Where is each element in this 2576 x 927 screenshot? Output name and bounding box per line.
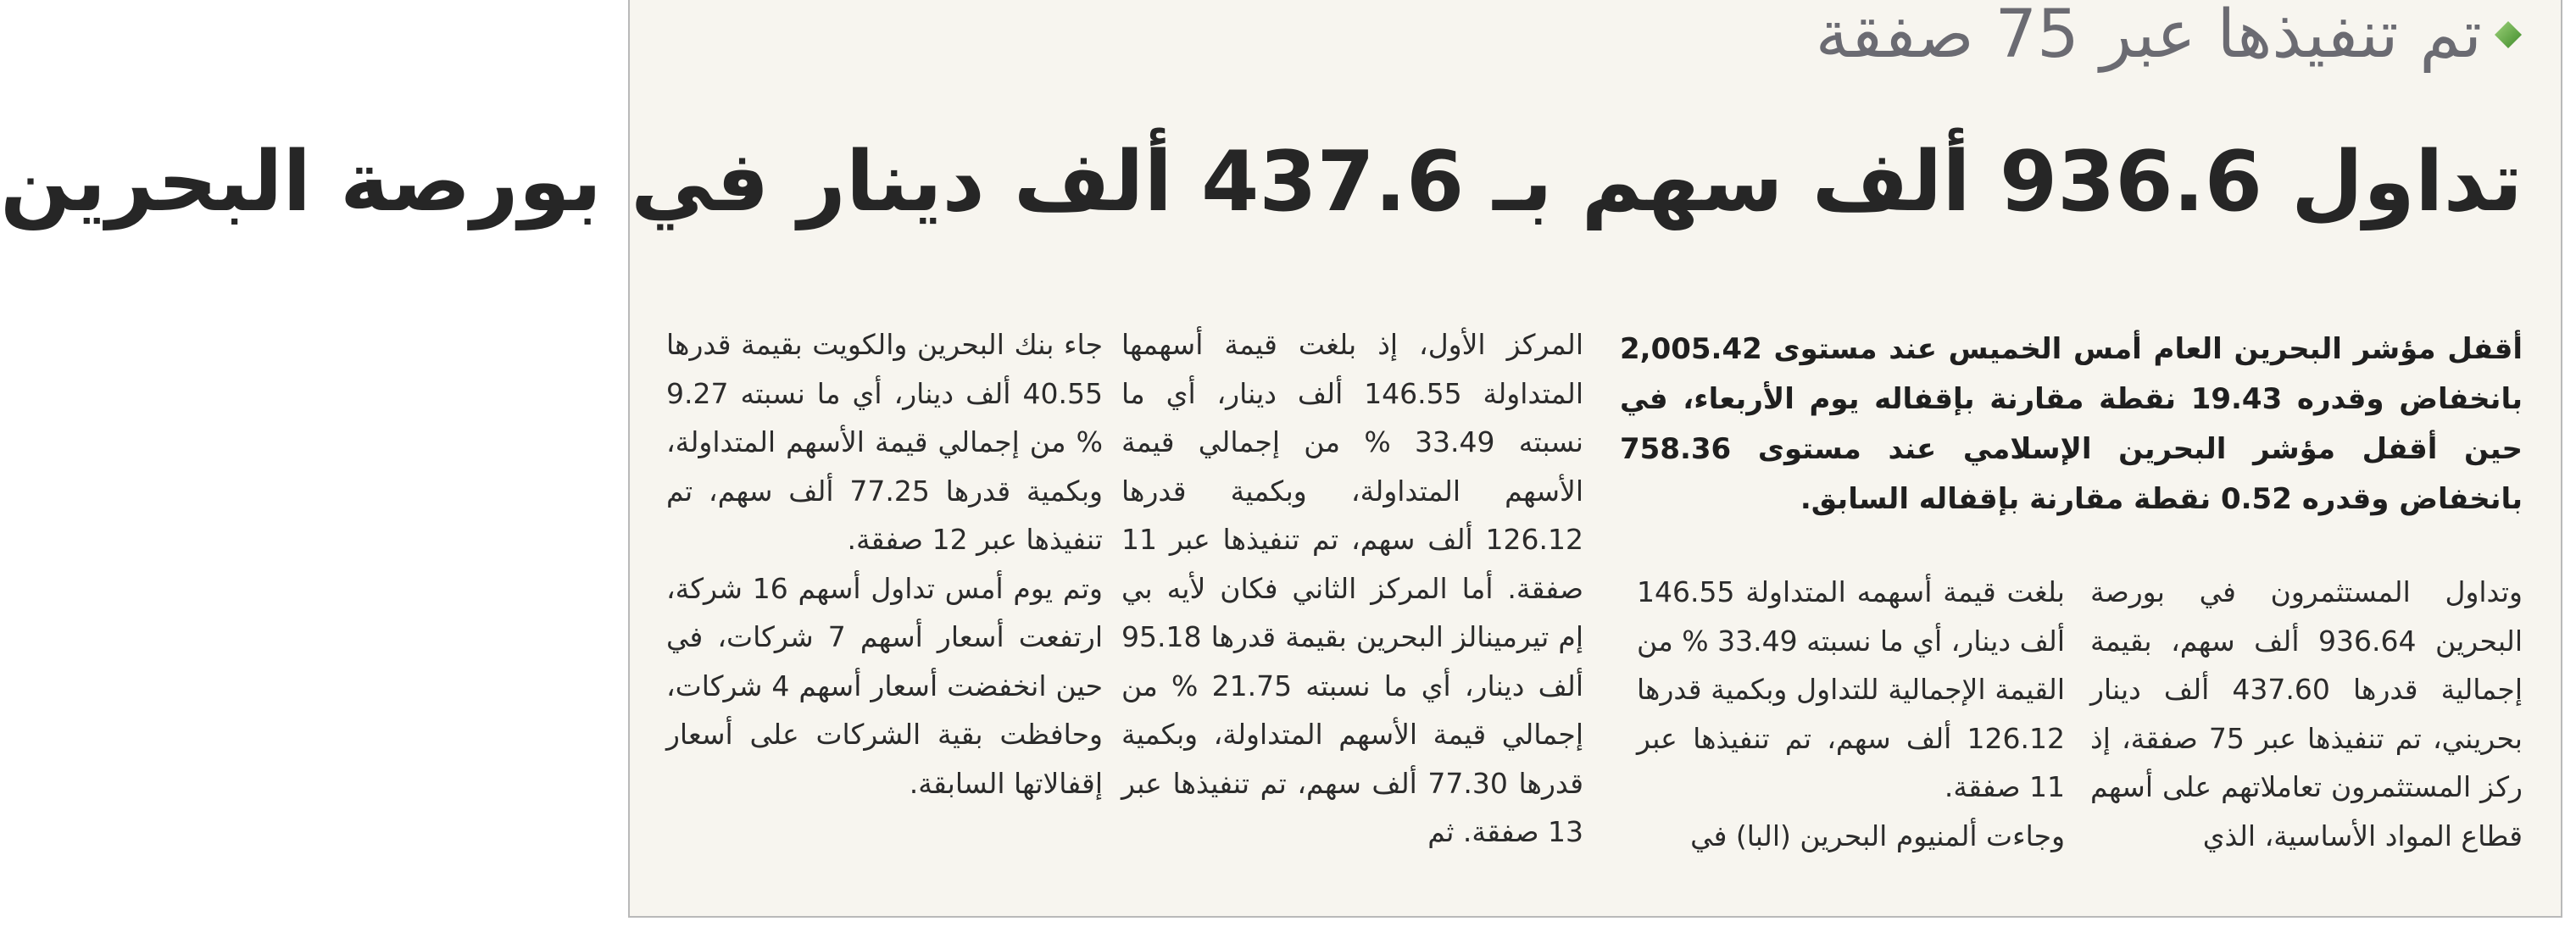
headline: تداول 936.6 ألف سهم بـ 437.6 ألف دينار في بورصة البحرين [0, 134, 2523, 230]
body-column-4 [666, 320, 1103, 808]
body-column-3 [1121, 320, 1583, 857]
body-paragraph: المركز الأول، إذ بلغت قيمة أسهمها المتداولة 146.55 ألف دينار، أي ما نسبته 33.49 % من إجمالي قيمة الأسهم المتداولة، وبكمية قدرها 126.12 ألف سهم، تم تنفيذها عبر 11 صفقة. أما المركز الثاني فكان لأيه بي إم تيرمينالز البحرين بقيمة قدرها 95.18 ألف دينار، أي ما نسبته 21.75 % من إجمالي قيمة الأسهم المتداولة، وبكمية قدرها 77.30 ألف سهم، تم تنفيذها عبر 13 صفقة. ثم [1121, 328, 1583, 848]
body-paragraph: وجاءت ألمنيوم البحرين (البا) في [1690, 819, 2065, 852]
lead-paragraph: أقفل مؤشر البحرين العام أمس الخميس عند مستوى 2,005.42 بانخفاض وقدره 19.43 نقطة مقارنة بإقفاله يوم الأربعاء، في حين أقفل مؤشر البحرين الإسلامي عند مستوى 758.36 بانخفاض وقدره 0.52 نقطة مقارنة بإقفاله السابق. [1620, 332, 2523, 516]
body-paragraph: جاء بنك البحرين والكويت بقيمة قدرها 40.55 ألف دينار، أي ما نسبته 9.27 % من إجمالي قيمة الأسهم المتداولة، وبكمية قدرها 77.25 ألف سهم، تم تنفيذها عبر 12 صفقة. [666, 328, 1103, 556]
green-diamond-bullet-icon [2494, 20, 2523, 49]
body-paragraph: وتداول المستثمرون في بورصة البحرين 936.64 ألف سهم، بقيمة إجمالية قدرها 437.60 ألف دينار بحريني، تم تنفيذها عبر 75 صفقة، إذ ركز المستثمرون تعاملاتهم على أسهم قطاع المواد الأساسية، الذي [2090, 575, 2523, 852]
body-paragraph: وتم يوم أمس تداول أسهم 16 شركة، ارتفعت أسعار أسهم 7 شركات، في حين انخفضت أسعار أسهم 4 شركات، وحافظت بقية الشركات على أسعار إقفالاتها السابقة. [666, 571, 1103, 800]
body-paragraph: بلغت قيمة أسهمه المتداولة 146.55 ألف دينار، أي ما نسبته 33.49 % من القيمة الإجمالية للتداول وبكمية قدرها 126.12 ألف سهم، تم تنفيذها عبر 11 صفقة. [1637, 575, 2065, 803]
body-column-2 [1637, 568, 2065, 860]
body-column-1 [2090, 568, 2523, 860]
kicker [1816, 0, 2523, 81]
kicker-text: تم تنفيذها عبر 75 صفقة [1815, 0, 2482, 73]
